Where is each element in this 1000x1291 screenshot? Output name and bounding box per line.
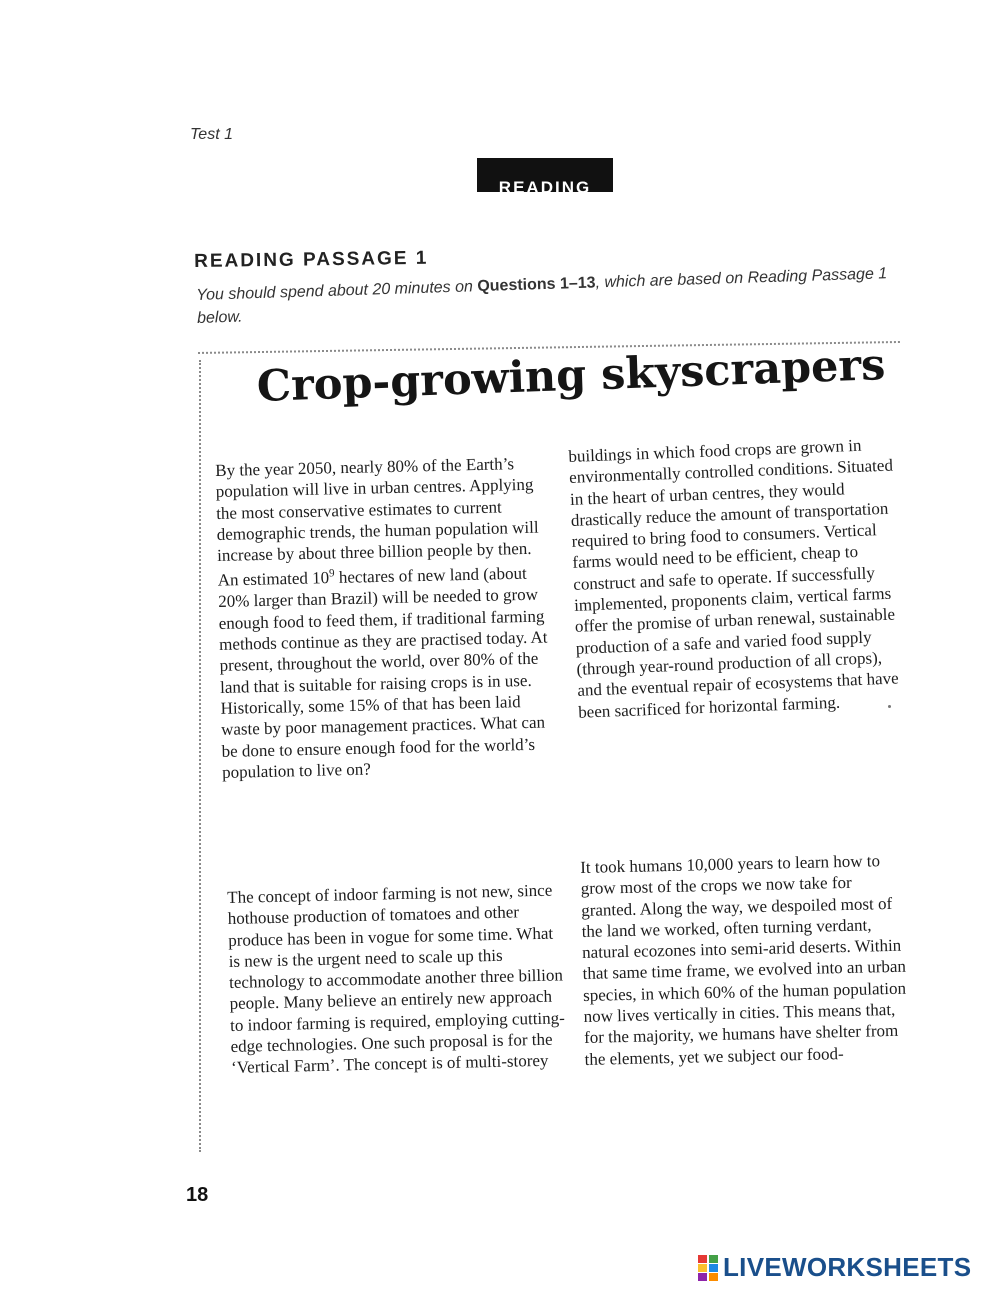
right-p2-text: It took humans 10,000 years to learn how to grow most of the crops we now take for granted. Along the way, we despoiled most of the land we worked, often turning verdant, natural ecozones into semi-arid deserts. Within that same time frame, we evolved into an urban species, in which 60% of the human population now lives vertically in cities. This means that, for the majority, we humans have shelter from the elements, yet we subject our food- [580,851,907,1069]
article-title: Crop-growing skyscrapers [256,340,887,412]
left-column-paragraph-2 [227,879,566,1078]
instruction-before: You should spend about 20 minutes on [196,278,478,304]
right-column-paragraph-1 [568,433,908,722]
left-column-paragraph-1 [215,452,557,783]
test-label: Test 1 [190,126,233,143]
liveworksheets-logo [698,1252,971,1283]
page-number: 18 [186,1184,209,1206]
left-p1-superscript: 9 [328,567,335,580]
passage-border-left [199,360,201,1152]
scan-speck [888,705,891,708]
left-p2-text: The concept of indoor farming is not new, since hothouse production of tomatoes and other produce has been in vogue for some time. What is new is the urgent need to scale up this technology to accommodate another three billion people. Many believe an entirely new approach to indoor farming is required, employing cutting-edge technologies. One such proposal is for the ‘Vertical Farm’. The concept is of multi-storey [227,880,566,1078]
reading-section-badge-label: READING [498,178,592,192]
instruction-questions: Questions 1–13 [477,274,596,296]
right-p1-text: buildings in which food crops are grown in environmentally controlled conditions. Situated in the heart of urban centres, they would drastically reduce the amount of transportation required to bring food to consumers. Vertical farms would need to be efficient, cheap to construct and safe to operate. If successfully implemented, proponents claim, vertical farms offer the promise of urban renewal, sustainable production of a safe and varied food supply (through year-round production of all crops), and the eventual repair of ecosystems that have been sacrificed for horizontal farming. [568,435,899,722]
liveworksheets-logo-text: LIVEWORKSHEETS [723,1252,972,1282]
reading-section-badge [477,158,613,192]
passage-heading: READING PASSAGE 1 [194,247,429,272]
instruction-after: , which are based on Reading Passage 1 below. [196,265,888,327]
instruction-text [196,262,897,330]
left-p1-text-a: By the year 2050, nearly 80% of the Earth’s population will live in urban centres. Applying the most conservative estimates to current demographic trends, the human population will increase by about three billion people by then. An estimated 10 [215,454,539,591]
right-column-paragraph-2 [580,850,915,1070]
liveworksheets-logo-icon [698,1255,720,1281]
left-p1-text-b: hectares of new land (about 20% larger than Brazil) will be needed to grow enough food to feed them, if traditional farming methods continue as they are practised today. At present, throughout the world, over 80% of the land that is suitable for raising crops is in use. Historically, some 15% of that has been laid waste by poor management practices. What can be done to ensure enough food for the world’s population to live on? [218,564,548,782]
